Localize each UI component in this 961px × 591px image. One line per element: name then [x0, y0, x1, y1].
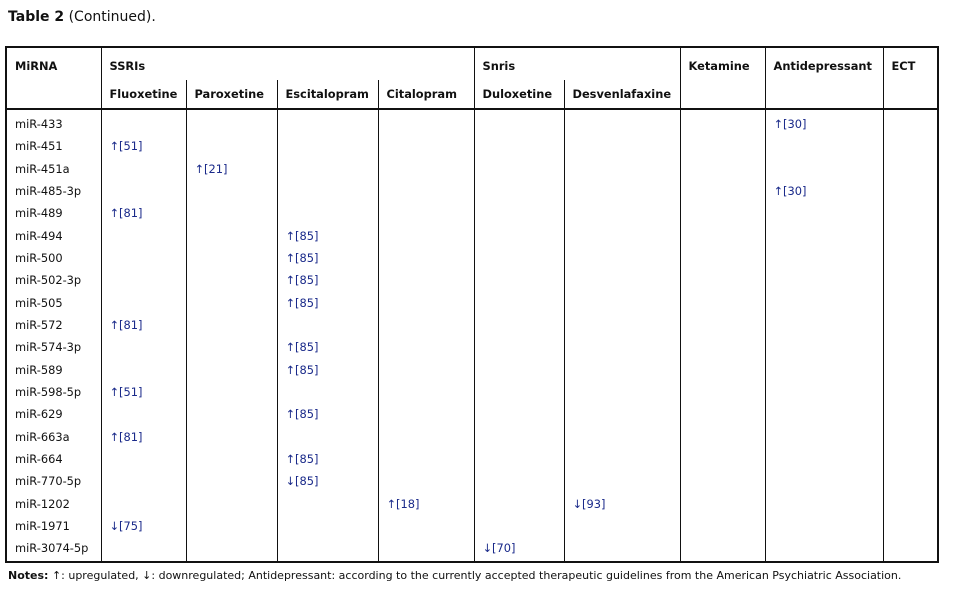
ect-cell [883, 404, 938, 426]
ect-cell [883, 181, 938, 203]
paroxetine-cell [186, 360, 277, 382]
table-row [6, 516, 938, 538]
escitalopram-cell [277, 136, 378, 158]
desvenlafaxine-cell [564, 471, 680, 493]
antidepressant-cell [765, 382, 883, 404]
paroxetine-cell [186, 471, 277, 493]
ect-cell [883, 471, 938, 493]
citalopram-cell [378, 382, 474, 404]
duloxetine-cell [474, 337, 564, 359]
ketamine-cell [680, 270, 765, 292]
paroxetine-cell [186, 516, 277, 538]
citalopram-cell [378, 181, 474, 203]
paroxetine-cell [186, 538, 277, 562]
fluoxetine-cell [101, 109, 186, 136]
paroxetine-cell [186, 427, 277, 449]
ketamine-cell [680, 427, 765, 449]
antidepressant-cell [765, 494, 883, 516]
ketamine-cell [680, 248, 765, 270]
ketamine-cell [680, 159, 765, 181]
fluoxetine-cell [101, 293, 186, 315]
escitalopram-cell: ↑[85] [277, 293, 378, 315]
table-row [6, 136, 938, 158]
antidepressant-cell [765, 360, 883, 382]
antidepressant-cell [765, 404, 883, 426]
paroxetine-cell [186, 136, 277, 158]
ketamine-cell [680, 203, 765, 225]
ketamine-cell [680, 226, 765, 248]
duloxetine-cell [474, 293, 564, 315]
mirna-cell: miR-494 [6, 226, 101, 248]
antidepressant-cell [765, 159, 883, 181]
paroxetine-cell [186, 248, 277, 270]
table-row [6, 360, 938, 382]
table-row [6, 293, 938, 315]
paroxetine-cell [186, 449, 277, 471]
antidepressant-cell [765, 449, 883, 471]
table-row [6, 427, 938, 449]
fluoxetine-cell [101, 270, 186, 292]
escitalopram-cell: ↑[85] [277, 337, 378, 359]
fluoxetine-cell [101, 360, 186, 382]
escitalopram-cell: ↑[85] [277, 360, 378, 382]
fluoxetine-cell: ↓[75] [101, 516, 186, 538]
header-desvenlafaxine: Desvenlafaxine [564, 80, 680, 109]
citalopram-cell [378, 226, 474, 248]
fluoxetine-cell: ↑[81] [101, 427, 186, 449]
table-row [6, 404, 938, 426]
ect-cell [883, 538, 938, 562]
mirna-table [5, 46, 939, 563]
escitalopram-cell [277, 516, 378, 538]
fluoxetine-cell [101, 337, 186, 359]
desvenlafaxine-cell [564, 337, 680, 359]
table-body [6, 109, 938, 562]
duloxetine-cell [474, 471, 564, 493]
ketamine-cell [680, 337, 765, 359]
mirna-cell: miR-1971 [6, 516, 101, 538]
escitalopram-cell [277, 427, 378, 449]
desvenlafaxine-cell [564, 203, 680, 225]
desvenlafaxine-cell [564, 382, 680, 404]
mirna-cell: miR-629 [6, 404, 101, 426]
citalopram-cell [378, 427, 474, 449]
header-duloxetine: Duloxetine [474, 80, 564, 109]
header-snris: Snris [474, 47, 680, 80]
header-fluoxetine: Fluoxetine [101, 80, 186, 109]
antidepressant-cell [765, 471, 883, 493]
citalopram-cell [378, 449, 474, 471]
desvenlafaxine-cell [564, 315, 680, 337]
citalopram-cell [378, 315, 474, 337]
paroxetine-cell [186, 337, 277, 359]
desvenlafaxine-cell [564, 136, 680, 158]
ketamine-cell [680, 471, 765, 493]
table-row [6, 471, 938, 493]
header-paroxetine: Paroxetine [186, 80, 277, 109]
antidepressant-cell [765, 136, 883, 158]
table-caption-text: (Continued). [68, 9, 156, 25]
ect-cell [883, 360, 938, 382]
mirna-cell: miR-500 [6, 248, 101, 270]
desvenlafaxine-cell [564, 449, 680, 471]
desvenlafaxine-cell [564, 404, 680, 426]
escitalopram-cell: ↑[85] [277, 226, 378, 248]
header-ect: ECT [883, 47, 938, 109]
table-row [6, 203, 938, 225]
desvenlafaxine-cell [564, 248, 680, 270]
duloxetine-cell [474, 226, 564, 248]
desvenlafaxine-cell: ↓[93] [564, 494, 680, 516]
ect-cell [883, 337, 938, 359]
antidepressant-cell: ↑[30] [765, 181, 883, 203]
table-notes [8, 568, 901, 584]
fluoxetine-cell [101, 494, 186, 516]
escitalopram-cell [277, 315, 378, 337]
table-row [6, 159, 938, 181]
table-row [6, 382, 938, 404]
citalopram-cell [378, 360, 474, 382]
paroxetine-cell [186, 270, 277, 292]
mirna-cell: miR-451 [6, 136, 101, 158]
mirna-cell: miR-502-3p [6, 270, 101, 292]
paroxetine-cell [186, 315, 277, 337]
ketamine-cell [680, 315, 765, 337]
header-ssris: SSRIs [101, 47, 474, 80]
paroxetine-cell [186, 181, 277, 203]
table-row [6, 226, 938, 248]
citalopram-cell [378, 203, 474, 225]
citalopram-cell [378, 159, 474, 181]
header-ketamine: Ketamine [680, 47, 765, 109]
header-escitalopram: Escitalopram [277, 80, 378, 109]
fluoxetine-cell: ↑[51] [101, 136, 186, 158]
escitalopram-cell [277, 494, 378, 516]
paroxetine-cell: ↑[21] [186, 159, 277, 181]
desvenlafaxine-cell [564, 516, 680, 538]
ect-cell [883, 494, 938, 516]
fluoxetine-cell [101, 181, 186, 203]
table-row [6, 315, 938, 337]
escitalopram-cell: ↑[85] [277, 404, 378, 426]
duloxetine-cell [474, 360, 564, 382]
table-row [6, 181, 938, 203]
ect-cell [883, 248, 938, 270]
mirna-cell: miR-664 [6, 449, 101, 471]
mirna-cell: miR-485-3p [6, 181, 101, 203]
fluoxetine-cell [101, 538, 186, 562]
header-citalopram: Citalopram [378, 80, 474, 109]
fluoxetine-cell: ↑[51] [101, 382, 186, 404]
escitalopram-cell: ↑[85] [277, 270, 378, 292]
duloxetine-cell [474, 136, 564, 158]
fluoxetine-cell [101, 471, 186, 493]
ect-cell [883, 159, 938, 181]
antidepressant-cell [765, 516, 883, 538]
desvenlafaxine-cell [564, 360, 680, 382]
duloxetine-cell [474, 449, 564, 471]
duloxetine-cell [474, 382, 564, 404]
escitalopram-cell [277, 181, 378, 203]
citalopram-cell [378, 136, 474, 158]
table-row [6, 337, 938, 359]
table-row [6, 248, 938, 270]
ketamine-cell [680, 293, 765, 315]
desvenlafaxine-cell [564, 109, 680, 136]
paroxetine-cell [186, 293, 277, 315]
citalopram-cell [378, 404, 474, 426]
paroxetine-cell [186, 404, 277, 426]
ect-cell [883, 516, 938, 538]
fluoxetine-cell [101, 449, 186, 471]
ect-cell [883, 109, 938, 136]
desvenlafaxine-cell [564, 181, 680, 203]
ketamine-cell [680, 109, 765, 136]
ect-cell [883, 226, 938, 248]
ketamine-cell [680, 382, 765, 404]
ketamine-cell [680, 181, 765, 203]
ect-cell [883, 203, 938, 225]
antidepressant-cell [765, 203, 883, 225]
citalopram-cell [378, 109, 474, 136]
fluoxetine-cell [101, 226, 186, 248]
antidepressant-cell [765, 293, 883, 315]
citalopram-cell [378, 270, 474, 292]
escitalopram-cell [277, 159, 378, 181]
antidepressant-cell [765, 270, 883, 292]
paroxetine-cell [186, 382, 277, 404]
ect-cell [883, 270, 938, 292]
desvenlafaxine-cell [564, 538, 680, 562]
mirna-cell: miR-770-5p [6, 471, 101, 493]
escitalopram-cell: ↑[85] [277, 449, 378, 471]
mirna-cell: miR-433 [6, 109, 101, 136]
duloxetine-cell [474, 494, 564, 516]
desvenlafaxine-cell [564, 159, 680, 181]
ect-cell [883, 136, 938, 158]
mirna-cell: miR-598-5p [6, 382, 101, 404]
duloxetine-cell [474, 404, 564, 426]
ketamine-cell [680, 360, 765, 382]
paroxetine-cell [186, 494, 277, 516]
antidepressant-cell: ↑[30] [765, 109, 883, 136]
duloxetine-cell [474, 315, 564, 337]
paroxetine-cell [186, 226, 277, 248]
notes-text: ↑: upregulated, ↓: downregulated; Antidepressant: according to the currently accepted therapeutic guidelines from the American Psychiatric Association. [51, 569, 902, 582]
duloxetine-cell [474, 109, 564, 136]
ketamine-cell [680, 136, 765, 158]
ect-cell [883, 449, 938, 471]
citalopram-cell [378, 516, 474, 538]
fluoxetine-cell [101, 159, 186, 181]
duloxetine-cell [474, 159, 564, 181]
table-row [6, 538, 938, 562]
mirna-cell: miR-574-3p [6, 337, 101, 359]
header-mirna: MiRNA [6, 47, 101, 109]
citalopram-cell [378, 538, 474, 562]
duloxetine-cell [474, 203, 564, 225]
antidepressant-cell [765, 538, 883, 562]
antidepressant-cell [765, 315, 883, 337]
antidepressant-cell [765, 248, 883, 270]
ect-cell [883, 382, 938, 404]
header-antidepressant: Antidepressant [765, 47, 883, 109]
ketamine-cell [680, 538, 765, 562]
escitalopram-cell [277, 538, 378, 562]
escitalopram-cell [277, 109, 378, 136]
citalopram-cell [378, 337, 474, 359]
escitalopram-cell [277, 382, 378, 404]
fluoxetine-cell: ↑[81] [101, 203, 186, 225]
paroxetine-cell [186, 203, 277, 225]
citalopram-cell: ↑[18] [378, 494, 474, 516]
antidepressant-cell [765, 427, 883, 449]
table-row [6, 109, 938, 136]
duloxetine-cell [474, 516, 564, 538]
mirna-cell: miR-572 [6, 315, 101, 337]
ketamine-cell [680, 449, 765, 471]
header-row-groups [6, 47, 938, 80]
ect-cell [883, 427, 938, 449]
fluoxetine-cell [101, 404, 186, 426]
antidepressant-cell [765, 226, 883, 248]
mirna-cell: miR-3074-5p [6, 538, 101, 562]
mirna-cell: miR-1202 [6, 494, 101, 516]
table-caption-label: Table 2 [8, 9, 65, 25]
paroxetine-cell [186, 109, 277, 136]
ketamine-cell [680, 516, 765, 538]
citalopram-cell [378, 471, 474, 493]
duloxetine-cell [474, 270, 564, 292]
desvenlafaxine-cell [564, 427, 680, 449]
mirna-cell: miR-489 [6, 203, 101, 225]
desvenlafaxine-cell [564, 226, 680, 248]
table-row [6, 494, 938, 516]
mirna-cell: miR-589 [6, 360, 101, 382]
notes-label: Notes: [8, 569, 49, 582]
ect-cell [883, 315, 938, 337]
duloxetine-cell [474, 248, 564, 270]
duloxetine-cell: ↓[70] [474, 538, 564, 562]
duloxetine-cell [474, 427, 564, 449]
desvenlafaxine-cell [564, 270, 680, 292]
antidepressant-cell [765, 337, 883, 359]
escitalopram-cell [277, 203, 378, 225]
ketamine-cell [680, 494, 765, 516]
fluoxetine-cell [101, 248, 186, 270]
table-row [6, 449, 938, 471]
escitalopram-cell: ↑[85] [277, 248, 378, 270]
table-row [6, 270, 938, 292]
fluoxetine-cell: ↑[81] [101, 315, 186, 337]
mirna-cell: miR-505 [6, 293, 101, 315]
citalopram-cell [378, 293, 474, 315]
table-caption [8, 8, 156, 26]
desvenlafaxine-cell [564, 293, 680, 315]
ketamine-cell [680, 404, 765, 426]
duloxetine-cell [474, 181, 564, 203]
ect-cell [883, 293, 938, 315]
citalopram-cell [378, 248, 474, 270]
escitalopram-cell: ↓[85] [277, 471, 378, 493]
mirna-cell: miR-451a [6, 159, 101, 181]
mirna-cell: miR-663a [6, 427, 101, 449]
